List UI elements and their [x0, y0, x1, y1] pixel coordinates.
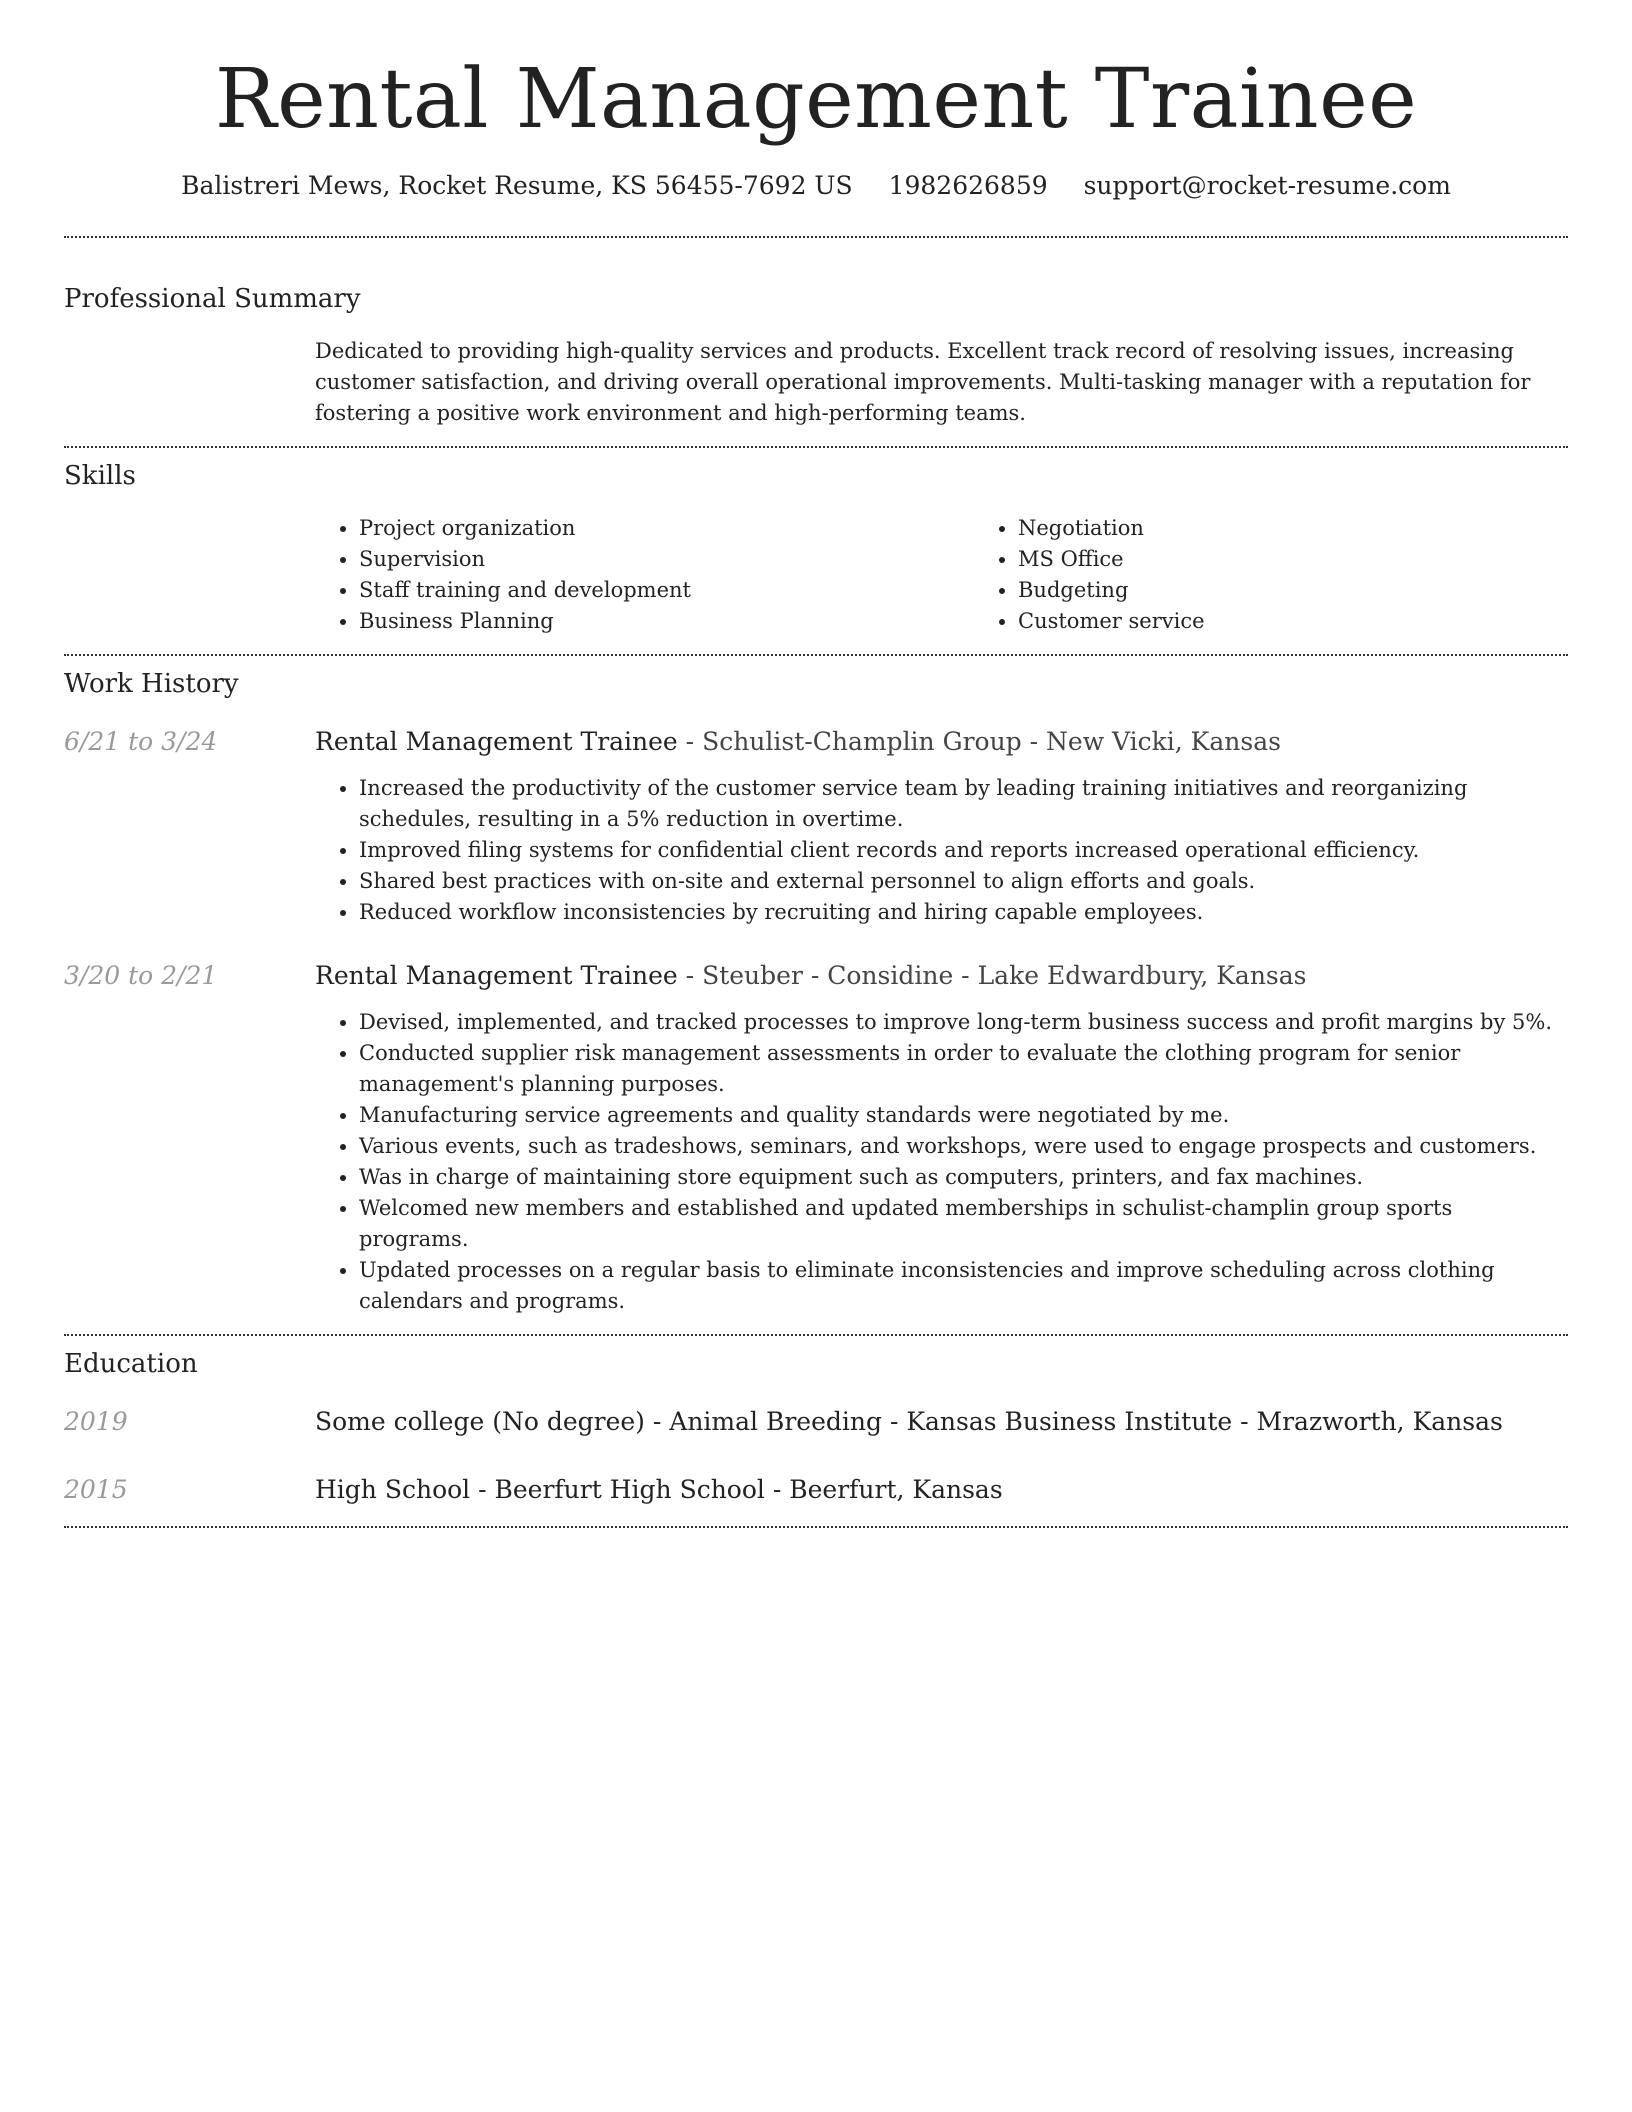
job-entry: [64, 725, 1568, 928]
job-bullet: • Shared best practices with on-site and external personnel to align efforts and goals.: [359, 866, 1568, 897]
education-title: Some college (No degree) - Animal Breeding - Kansas Business Institute - Mrazworth, Kansas: [315, 1407, 1503, 1436]
summary-heading: Professional Summary: [64, 284, 361, 314]
skills-list: [315, 513, 1632, 637]
divider: [64, 654, 1568, 656]
job-bullet: • Various events, such as tradeshows, seminars, and workshops, were used to engage prospects and customers.: [359, 1131, 1568, 1162]
skill-item: • Customer service: [1018, 606, 1632, 637]
job-bullet: • Manufacturing service agreements and quality standards were negotiated by me.: [359, 1100, 1568, 1131]
skill-item: • Negotiation: [1018, 513, 1632, 544]
resume-name: Rental Management Trainee: [214, 52, 1418, 147]
education-entry: [64, 1405, 1568, 1439]
resume-page: [64, 0, 1568, 1528]
divider: [64, 1526, 1568, 1528]
education-section: [64, 1347, 1568, 1507]
job-title: [315, 725, 1568, 759]
job-dates: 6/21 to 3/24: [64, 727, 218, 756]
divider: [64, 446, 1568, 448]
contact-phone: 1982626859: [888, 171, 1048, 200]
job-bullets: [315, 1007, 1568, 1317]
job-bullet: • Conducted supplier risk management assessments in order to evaluate the clothing program for senior management's planning purposes.: [359, 1038, 1568, 1100]
skill-item: • Business Planning: [359, 606, 974, 637]
skills-column: [974, 513, 1632, 637]
divider: [64, 1334, 1568, 1336]
education-entry: [64, 1473, 1568, 1507]
education-year: 2015: [64, 1475, 128, 1504]
contact-address: Balistreri Mews, Rocket Resume, KS 56455-7692 US: [181, 171, 853, 200]
job-bullet: • Increased the productivity of the customer service team by leading training initiatives and reorganizing schedules, resulting in a 5% reduction in overtime.: [359, 773, 1568, 835]
skill-item: • Budgeting: [1018, 575, 1632, 606]
skills-heading: Skills: [64, 461, 136, 491]
work-heading: Work History: [64, 669, 239, 699]
job-bullet: • Updated processes on a regular basis to eliminate inconsistencies and improve scheduling across clothing calendars and programs.: [359, 1255, 1568, 1317]
contact-email: support@rocket-resume.com: [1083, 171, 1451, 200]
job-role: Rental Management Trainee: [315, 727, 678, 756]
job-bullet: • Welcomed new members and established and updated memberships in schulist-champlin group sports programs.: [359, 1193, 1568, 1255]
job-bullet: • Improved filing systems for confidential client records and reports increased operational efficiency.: [359, 835, 1568, 866]
contact-line: [64, 168, 1568, 204]
divider: [64, 236, 1568, 238]
job-bullet: • Was in charge of maintaining store equipment such as computers, printers, and fax machines.: [359, 1162, 1568, 1193]
job-entry: [64, 959, 1568, 1317]
skill-item: • MS Office: [1018, 544, 1632, 575]
skill-item: • Supervision: [359, 544, 974, 575]
skill-item: • Staff training and development: [359, 575, 974, 606]
skills-section: [64, 459, 1568, 637]
job-dates: 3/20 to 2/21: [64, 961, 218, 990]
summary-text: Dedicated to providing high-quality services and products. Excellent track record of resolving issues, increasing customer satisfaction, and driving overall operational improvements. Multi-tasking manager with a reputation for fostering a positive work environment and high-performing teams.: [315, 339, 1531, 425]
summary-section: [64, 282, 1568, 429]
job-title: [315, 959, 1568, 993]
job-role: Rental Management Trainee: [315, 961, 678, 990]
education-heading: Education: [64, 1349, 198, 1379]
job-bullet: • Devised, implemented, and tracked processes to improve long-term business success and profit margins by 5%.: [359, 1007, 1568, 1038]
job-employer: - Schulist-Champlin Group - New Vicki, Kansas: [677, 727, 1281, 756]
job-bullets: [315, 773, 1568, 928]
skills-column: [315, 513, 974, 637]
job-bullet: • Reduced workflow inconsistencies by recruiting and hiring capable employees.: [359, 897, 1568, 928]
education-title: High School - Beerfurt High School - Beerfurt, Kansas: [315, 1475, 1003, 1504]
job-employer: - Steuber - Considine - Lake Edwardbury, Kansas: [677, 961, 1307, 990]
skill-item: • Project organization: [359, 513, 974, 544]
work-section: [64, 667, 1568, 1317]
education-year: 2019: [64, 1407, 128, 1436]
